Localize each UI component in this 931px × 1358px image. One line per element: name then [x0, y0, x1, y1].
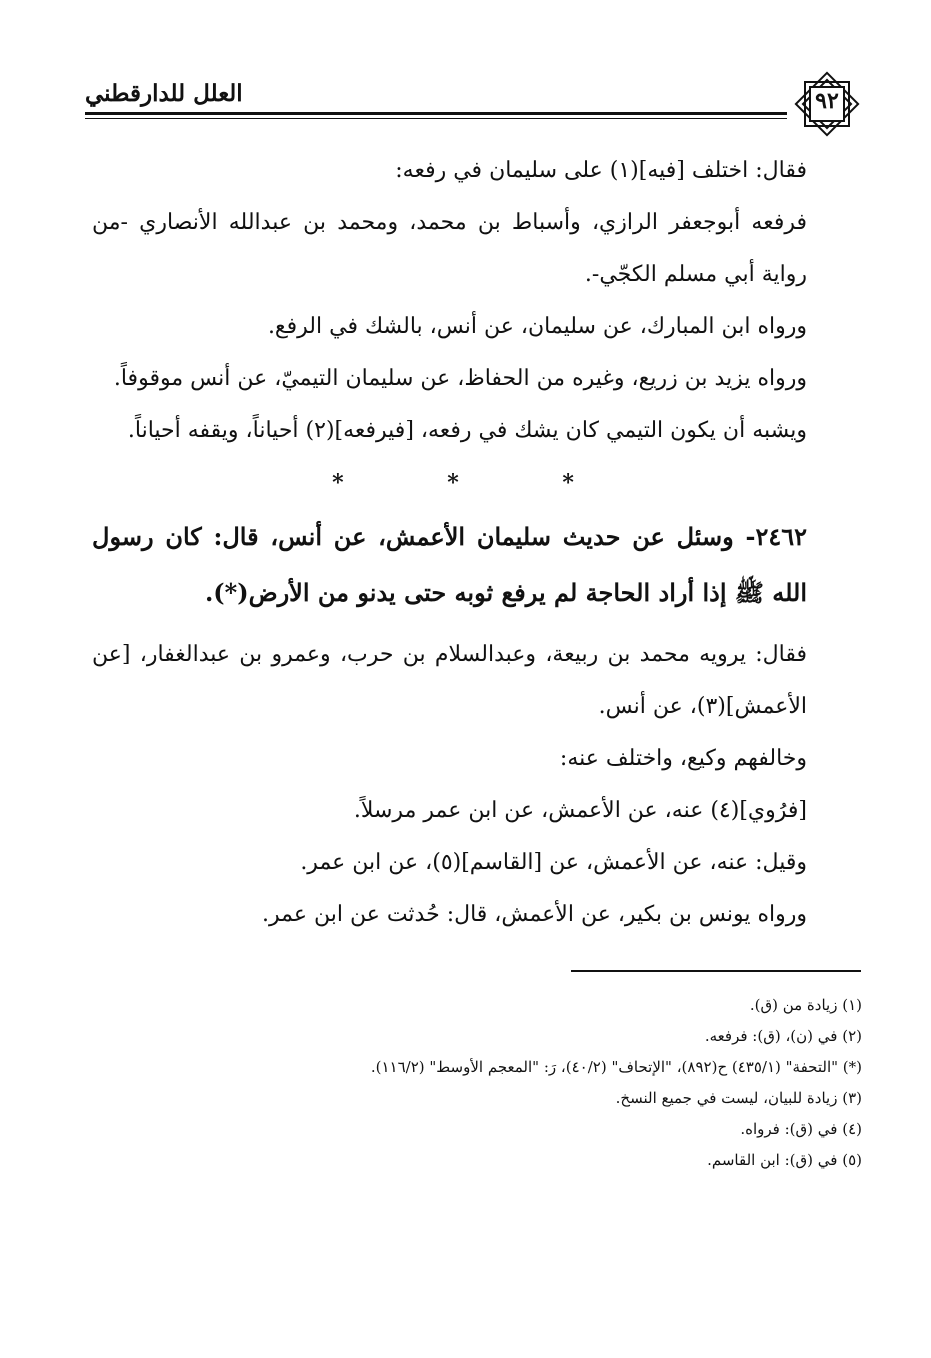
- paragraph: فقال: يرويه محمد بن ربيعة، وعبدالسلام بن حرب، وعمرو بن عبدالغفار، [عن الأعمش](٣)، عن أنس.: [92, 642, 807, 719]
- footnote: (٥) في (ق): ابن القاسم.: [707, 1151, 862, 1169]
- header-rule: [85, 112, 787, 124]
- footnote: (٣) زيادة للبيان، ليست في جميع النسخ.: [615, 1089, 862, 1107]
- paragraph: وخالفهم وكيع، واختلف عنه:: [559, 746, 807, 771]
- paragraph: ورواه يزيد بن زريع، وغيره من الحفاظ، عن سليمان التيميّ، عن أنس موقوفاً.: [113, 366, 807, 391]
- footnote: (٤) في (ق): فرواه.: [740, 1120, 862, 1138]
- paragraph: ورواه ابن المبارك، عن سليمان، عن أنس، بالشك في الرفع.: [267, 314, 807, 339]
- footnote: (*) "التحفة" (٤٣٥/١) ح(٨٩٢)، "الإتحاف" (٤٠/٢)، رَ: "المعجم الأوسط" (١١٦/٢).: [370, 1058, 862, 1076]
- paragraph: وقيل: عنه، عن الأعمش، عن [القاسم](٥)، عن ابن عمر.: [300, 850, 807, 875]
- page-number-badge: [789, 70, 865, 138]
- paragraph: [فرُوي](٤) عنه، عن الأعمش، عن ابن عمر مرسلاً.: [353, 798, 807, 823]
- question-heading: ٢٤٦٢- وسئل عن حديث سليمان الأعمش، عن أنس، قال: كان رسول الله ﷺ إذا أراد الحاجة لم يرفع ثوبه حتى يدنو من الأرض(*).: [92, 522, 807, 607]
- paragraph: ورواه يونس بن بكير، عن الأعمش، قال: حُدثت عن ابن عمر.: [262, 902, 807, 927]
- running-title: العلل للدارقطني: [85, 80, 243, 107]
- page-header: [85, 70, 865, 140]
- paragraph: فرفعه أبوجعفر الرازي، وأسباط بن محمد، ومحمد بن عبدالله الأنصاري -من رواية أبي مسلم الكجّي-.: [92, 210, 807, 287]
- footnote: (٢) في (ن)، (ق): فرفعه.: [704, 1027, 862, 1045]
- page-number: ٩٢: [815, 88, 839, 114]
- section-separator: * * *: [332, 470, 622, 496]
- footnote: (١) زيادة من (ق).: [749, 996, 862, 1014]
- footnote-separator: [571, 970, 861, 972]
- footnotes: [92, 990, 862, 1176]
- main-text: [92, 145, 862, 941]
- paragraph: فقال: اختلف [فيه](١) على سليمان في رفعه:: [395, 158, 807, 183]
- paragraph: ويشبه أن يكون التيمي كان يشك في رفعه، [فيرفعه](٢) أحياناً، ويقفه أحياناً.: [127, 418, 807, 443]
